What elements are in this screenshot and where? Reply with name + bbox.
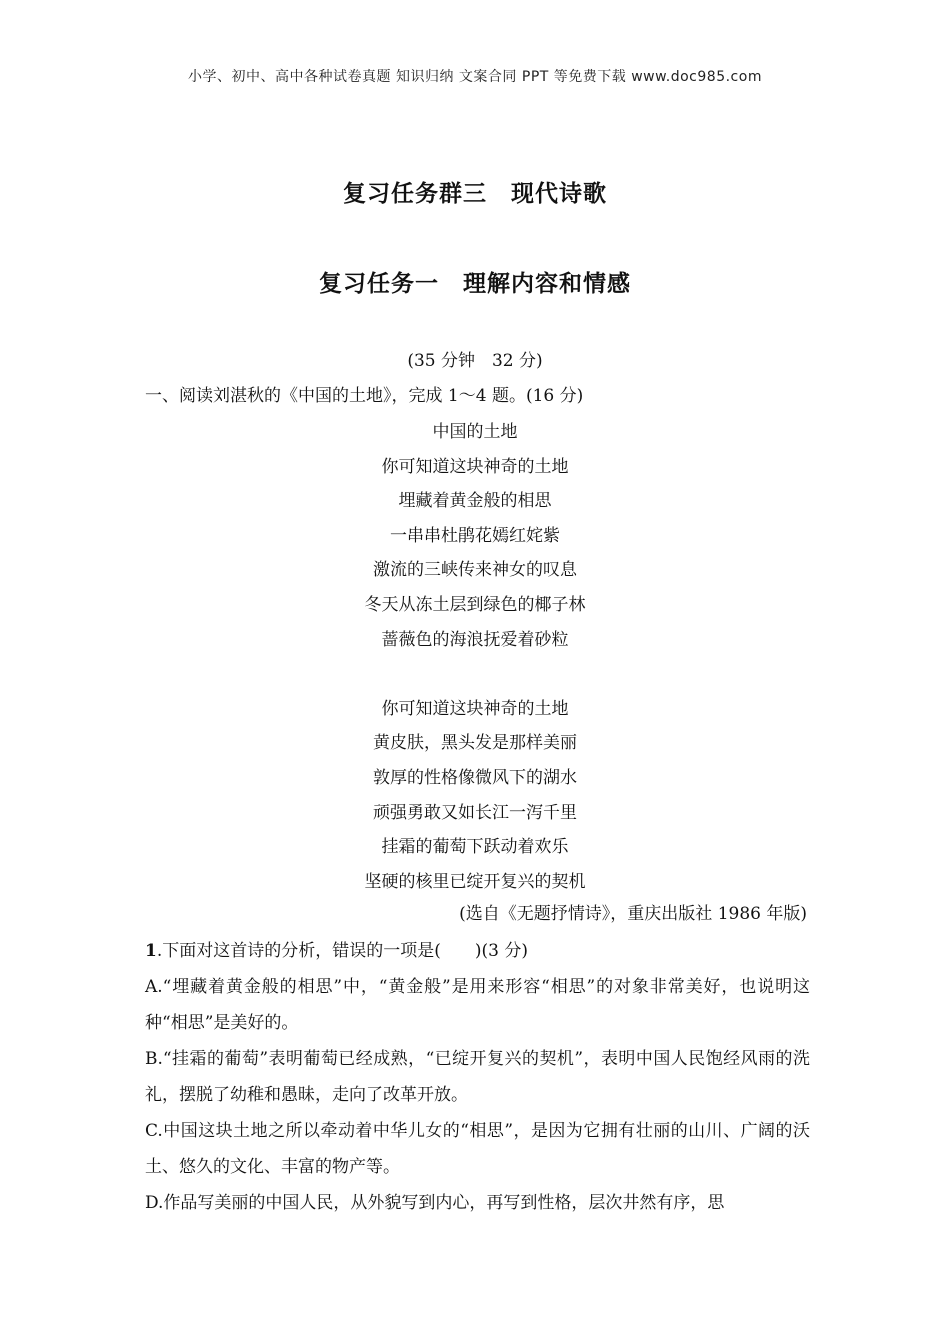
poem-line: 埋藏着黄金般的相思 <box>398 491 552 512</box>
poem-line: 敦厚的性格像微风下的湖水 <box>373 767 577 788</box>
task-group-title: 复习任务群三 现代诗歌 <box>343 181 607 207</box>
poem-line: 你可知道这块神奇的土地 <box>381 456 569 477</box>
section-instruction: 一、阅读刘湛秋的《中国的土地》，完成 1～4 题。(16 分) <box>145 386 584 406</box>
poem-source: (选自《无题抒情诗》，重庆出版社 1986 年版) <box>459 904 807 924</box>
question-stem <box>145 933 810 969</box>
option-d: D.作品写美丽的中国人民，从外貌写到内心，再写到性格，层次井然有序，思 <box>145 1193 725 1213</box>
time-score: (35 分钟 32 分) <box>407 351 543 371</box>
question-1 <box>145 933 810 1221</box>
option-b: B.“挂霜的葡萄”表明葡萄已经成熟，“已绽开复兴的契机”，表明中国人民饱经风雨的洗礼，摆脱了幼稚和愚昧，走向了改革开放。 <box>145 1049 810 1105</box>
poem-line: 挂霜的葡萄下跃动着欢乐 <box>381 837 569 858</box>
poem-line: 顽强勇敢又如长江一泻千里 <box>373 802 577 823</box>
poem-line: 冬天从冻土层到绿色的椰子林 <box>364 594 586 615</box>
option-c: C.中国这块土地之所以牵动着中华儿女的“相思”，是因为它拥有壮丽的山川、广阔的沃土、悠久的文化、丰富的物产等。 <box>145 1121 810 1177</box>
task-title: 复习任务一 理解内容和情感 <box>319 271 631 297</box>
poem-line: 你可知道这块神奇的土地 <box>381 698 569 719</box>
page-header: 小学、初中、高中各种试卷真题 知识归纳 文案合同 PPT 等免费下载 www.doc985.com <box>188 69 762 85</box>
question-text: .下面对这首诗的分析，错误的一项是( )(3 分) <box>156 941 528 961</box>
poem-title: 中国的土地 <box>432 422 518 442</box>
stanza-break <box>0 657 950 692</box>
option-a: A.“埋藏着黄金般的相思”中，“黄金般”是用来形容“相思”的对象非常美好，也说明这种“相思”是美好的。 <box>145 977 810 1033</box>
poem-line: 一串串杜鹃花嫣红姹紫 <box>390 525 560 546</box>
question-number: 1 <box>145 941 157 961</box>
poem-line: 蔷薇色的海浪抚爱着砂粒 <box>381 629 569 650</box>
poem-line: 激流的三峡传来神女的叹息 <box>373 560 577 581</box>
poem <box>0 415 950 899</box>
poem-line: 坚硬的核里已绽开复兴的契机 <box>364 871 586 892</box>
poem-line: 黄皮肤，黑头发是那样美丽 <box>373 733 577 754</box>
